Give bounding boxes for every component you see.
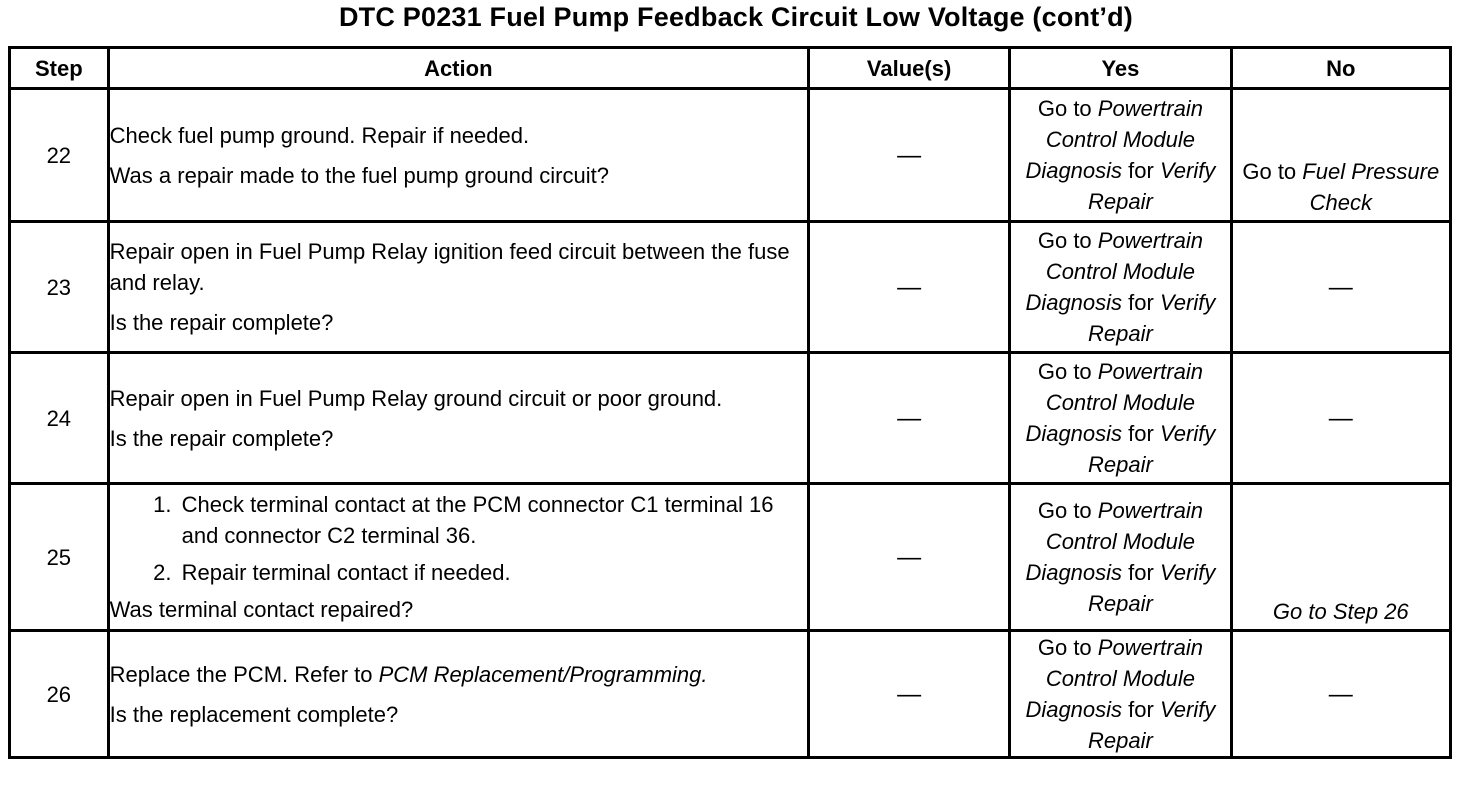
action-cell bbox=[108, 631, 808, 758]
action-question: Was a repair made to the fuel pump ground circuit? bbox=[109, 162, 609, 188]
no-reference: Fuel Pressure Check bbox=[1302, 159, 1440, 215]
yes-suffix: for bbox=[1122, 290, 1160, 315]
action-step-item: 1. Check terminal contact at the PCM connector C1 terminal 16 and connector C2 terminal 36. bbox=[178, 489, 807, 551]
action-prefix: Replace the PCM. Refer to bbox=[109, 661, 379, 687]
action-cell bbox=[108, 89, 808, 222]
no-cell bbox=[1231, 89, 1450, 222]
yes-cell bbox=[1010, 631, 1231, 758]
yes-prefix: Go to bbox=[1037, 635, 1098, 660]
yes-prefix: Go to bbox=[1037, 228, 1098, 253]
value-cell: — bbox=[808, 222, 1009, 353]
yes-reference-2: Verify Repair bbox=[1088, 421, 1216, 477]
value-cell: — bbox=[808, 484, 1009, 631]
yes-reference: Powertrain Control Module Diagnosis bbox=[1025, 635, 1203, 722]
action-question: Is the replacement complete? bbox=[109, 701, 399, 727]
yes-reference-2: Verify Repair bbox=[1088, 290, 1216, 346]
action-steps-list bbox=[110, 489, 807, 588]
yes-reference: Powertrain Control Module Diagnosis bbox=[1025, 498, 1203, 585]
yes-cell bbox=[1010, 222, 1231, 353]
no-cell: — bbox=[1231, 353, 1450, 484]
yes-suffix: for bbox=[1122, 560, 1160, 585]
yes-reference: Powertrain Control Module Diagnosis bbox=[1025, 96, 1203, 183]
step-number: 24 bbox=[10, 353, 109, 484]
yes-suffix: for bbox=[1122, 158, 1160, 183]
yes-reference: Powertrain Control Module Diagnosis bbox=[1025, 228, 1203, 315]
header-no: No bbox=[1231, 48, 1450, 89]
header-values: Value(s) bbox=[808, 48, 1009, 89]
yes-suffix: for bbox=[1122, 697, 1160, 722]
no-cell bbox=[1231, 484, 1450, 631]
value-cell: — bbox=[808, 353, 1009, 484]
action-text: Repair open in Fuel Pump Relay ground circuit or poor ground. bbox=[109, 385, 723, 411]
no-prefix: Go to bbox=[1242, 159, 1303, 184]
header-action: Action bbox=[108, 48, 808, 89]
yes-suffix: for bbox=[1122, 421, 1160, 446]
yes-prefix: Go to bbox=[1037, 498, 1098, 523]
header-step: Step bbox=[10, 48, 109, 89]
yes-reference-2: Verify Repair bbox=[1088, 158, 1216, 214]
action-text bbox=[110, 659, 807, 690]
action-text: Repair open in Fuel Pump Relay ignition feed circuit between the fuse and relay. bbox=[109, 239, 790, 295]
yes-reference-2: Verify Repair bbox=[1088, 560, 1216, 616]
action-text: Check fuel pump ground. Repair if needed. bbox=[109, 122, 530, 148]
value-cell: — bbox=[808, 89, 1009, 222]
step-number: 23 bbox=[10, 222, 109, 353]
action-cell bbox=[108, 222, 808, 353]
action-step-item: 2. Repair terminal contact if needed. bbox=[178, 557, 807, 588]
yes-reference: Powertrain Control Module Diagnosis bbox=[1025, 359, 1203, 446]
action-question: Was terminal contact repaired? bbox=[109, 597, 414, 622]
table-header-row bbox=[10, 48, 1451, 89]
yes-reference-2: Verify Repair bbox=[1088, 697, 1216, 753]
table-row bbox=[10, 353, 1451, 484]
yes-cell bbox=[1010, 89, 1231, 222]
page-title: DTC P0231 Fuel Pump Feedback Circuit Low Voltage (cont’d) bbox=[338, 2, 1134, 32]
action-cell bbox=[108, 484, 808, 631]
step-number: 22 bbox=[10, 89, 109, 222]
yes-prefix: Go to bbox=[1037, 359, 1098, 384]
yes-cell bbox=[1010, 353, 1231, 484]
action-reference: PCM Replacement/Programming. bbox=[378, 661, 708, 687]
no-reference: Go to Step 26 bbox=[1272, 599, 1409, 624]
table-row bbox=[10, 89, 1451, 222]
yes-prefix: Go to bbox=[1037, 96, 1098, 121]
header-yes: Yes bbox=[1010, 48, 1231, 89]
yes-cell bbox=[1010, 484, 1231, 631]
table-row bbox=[10, 484, 1451, 631]
table-row bbox=[10, 631, 1451, 758]
diagnostic-table bbox=[8, 46, 1452, 759]
action-question: Is the repair complete? bbox=[109, 425, 334, 451]
no-cell: — bbox=[1231, 222, 1450, 353]
step-number: 25 bbox=[10, 484, 109, 631]
no-cell: — bbox=[1231, 631, 1450, 758]
action-cell bbox=[108, 353, 808, 484]
table-row bbox=[10, 222, 1451, 353]
value-cell: — bbox=[808, 631, 1009, 758]
step-number: 26 bbox=[10, 631, 109, 758]
action-question: Is the repair complete? bbox=[109, 310, 334, 335]
